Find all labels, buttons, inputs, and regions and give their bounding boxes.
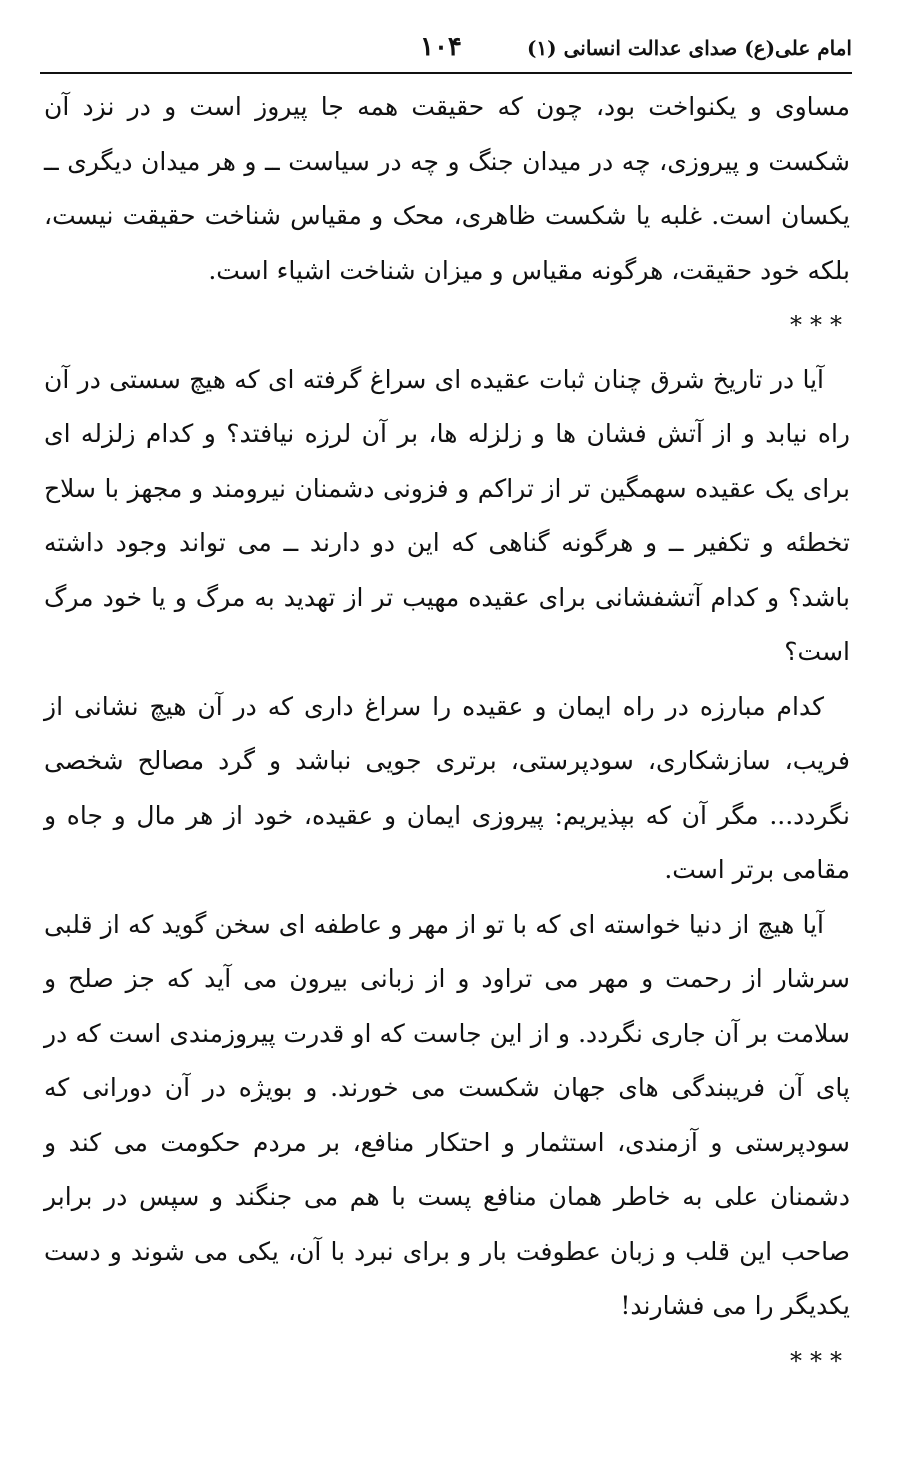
page-number: ۱۰۴ — [420, 32, 462, 62]
paragraph-1: مساوی و یکنواخت بود، چون که حقیقت همه جا پیروز است و در نزد آن شکست و پیروزی، چه در میدان جنگ و چه در سیاست ــ و هر میدان دیگری ــ یکسان است. غلبه یا شکست ظاهری، محک و مقیاس شناخت حقیقت نیست، بلکه خود حقیقت، هرگونه مقیاس و میزان شناخت اشیاء است. — [44, 92, 850, 285]
body-text — [44, 80, 850, 1388]
page-header — [40, 28, 852, 72]
section-separator-2: *** — [790, 1346, 850, 1375]
paragraph-2: آیا در تاریخ شرق چنان ثبات عقیده ای سراغ گرفته ای که هیچ سستی در آن راه نیابد و از آتش فشان ها و زلزله ها، بر آن لرزه نیافتد؟ و کدام زلزله ای برای یک عقیده سهمگین تر از تراکم و فزونی دشمنان نیرومند و مجهز با سلاح تخطئه و تکفیر ــ و هرگونه گناهی که این دو دارند ــ می تواند وجود داشته باشد؟ و کدام آتشفشانی برای عقیده مهیب تر از تهدید به مرگ و یا خود مرگ است؟ — [44, 364, 850, 666]
paragraph-3: کدام مبارزه در راه ایمان و عقیده را سراغ داری که در آن هیچ نشانی از فریب، سازشکاری، سودپرستی، برتری جویی نباشد و گرد مصالح شخصی نگردد... مگر آن که بپذیریم: پیروزی ایمان و عقیده، خود از هر مال و جاه و مقامی برتر است. — [44, 691, 850, 884]
section-separator-1: *** — [790, 311, 850, 339]
header-rule — [40, 72, 852, 74]
running-title: امام علی(ع) صدای عدالت انسانی (۱) — [526, 36, 852, 60]
paragraph-4: آیا هیچ از دنیا خواسته ای که با تو از مهر و عاطفه ای سخن گوید که از قلبی سرشار از رحمت و مهر می تراود و از زبانی بیرون می آید که جز صلح و سلامت بر آن جاری نگردد. و از این جاست که او قدرت پیروزمندی است که در پای آن فریبندگی های جهان شکست می خورند. و بویژه در آن دورانی که سودپرستی و آزمندی، استثمار و احتکار منافع، بر مردم حکومت می کند و دشمنان علی به خاطر همان منافع پست با هم می جنگند و سپس در برابر صاحب این قلب و زبان عطوفت بار و برای نبرد با آن، یکی می شوند و دست یکدیگر را می فشارند! — [44, 909, 850, 1320]
